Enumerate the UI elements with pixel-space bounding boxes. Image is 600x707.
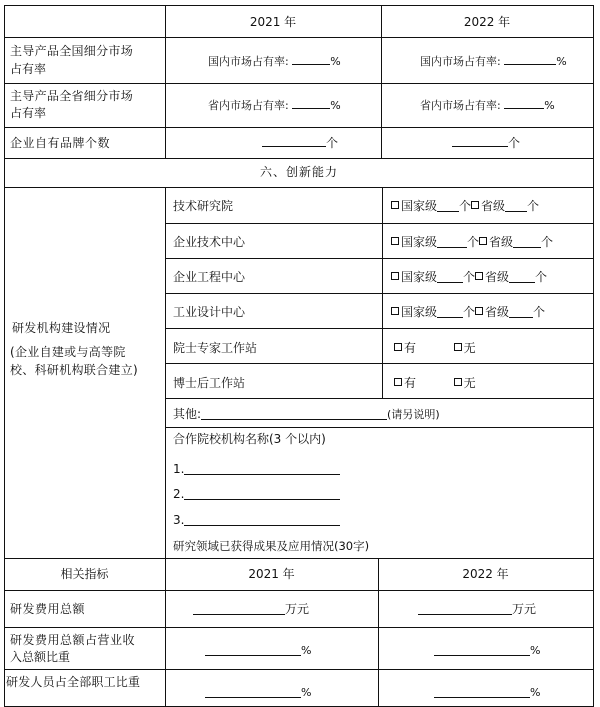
brands-2021[interactable]: 个 [262, 135, 338, 151]
provincial-share-2021-blank[interactable] [292, 97, 330, 109]
rd-item-name-2: 企业工程中心 [173, 270, 246, 284]
row-label-national-share-2: 占有率 [10, 62, 47, 76]
partner-input-3[interactable] [184, 512, 340, 526]
brands-2022[interactable]: 个 [452, 135, 520, 151]
provincial-count-blank[interactable] [509, 304, 533, 318]
other-input-blank[interactable] [201, 406, 387, 420]
yes-checkbox[interactable] [394, 343, 402, 351]
staff-ratio-2021-blank[interactable] [205, 684, 301, 698]
rd-ratio-label-2: 入总额比重 [10, 650, 71, 664]
partner-line-1: 1. [173, 461, 340, 477]
no-checkbox[interactable] [454, 343, 462, 351]
rd-total-2021-blank[interactable] [193, 601, 285, 615]
national-checkbox[interactable] [391, 201, 399, 209]
header-year-2021: 2021 年 [249, 15, 297, 29]
rd-ratio-2021-blank[interactable] [205, 642, 301, 656]
national-count-blank[interactable] [437, 198, 459, 212]
national-count-blank[interactable] [437, 304, 463, 318]
rd-item-options-2: 国家级 个 省级 个 [391, 269, 547, 285]
indicators-header-2022: 2022 年 [462, 567, 509, 581]
rd-item-options-0: 国家级 个 省级 个 [391, 198, 539, 214]
national-share-2021-blank[interactable] [292, 53, 330, 65]
research-note: 研究领域已获得成果及应用情况(30字) [173, 539, 370, 553]
staff-ratio-2021: % [205, 684, 311, 701]
provincial-count-blank[interactable] [509, 269, 535, 283]
partners-title: 合作院校机构名称(3 个以内) [173, 432, 326, 446]
national-checkbox[interactable] [391, 272, 399, 280]
partner-line-3: 3. [173, 512, 340, 528]
national-share-2022[interactable]: 国内市场占有率: % [420, 55, 567, 68]
rd-ratio-2021: % [205, 642, 311, 659]
row-label-brands: 企业自有品牌个数 [10, 136, 111, 150]
rd-label-line3: 校、科研机构联合建立) [10, 363, 138, 377]
partner-input-1[interactable] [184, 461, 340, 475]
provincial-share-2022-blank[interactable] [504, 97, 544, 109]
rd-label-line1: 研发机构建设情况 [12, 321, 111, 335]
national-share-2022-blank[interactable] [504, 53, 556, 65]
national-count-blank[interactable] [437, 269, 463, 283]
national-checkbox[interactable] [391, 237, 399, 245]
partner-input-2[interactable] [184, 486, 340, 500]
yesno-item-name-1: 博士后工作站 [173, 376, 246, 390]
header-year-2022: 2022 年 [463, 15, 511, 29]
rd-item-name-0: 技术研究院 [173, 199, 234, 213]
rd-total-label: 研发费用总额 [10, 602, 86, 616]
section-title: 六、创新能力 [259, 165, 338, 179]
indicators-header-label: 相关指标 [60, 567, 109, 581]
yesno-options-1: 有 无 [394, 375, 476, 391]
row-label-national-share-1: 主导产品全国细分市场 [10, 44, 134, 58]
provincial-share-2021[interactable]: 省内市场占有率: % [208, 99, 341, 112]
indicators-header-2021: 2021 年 [248, 567, 295, 581]
brands-2022-blank[interactable] [452, 135, 508, 147]
provincial-count-blank[interactable] [505, 198, 527, 212]
partner-line-2: 2. [173, 486, 340, 502]
rd-ratio-2022: % [434, 642, 540, 659]
rd-total-2022: 万元 [418, 601, 536, 617]
row-label-provincial-share-1: 主导产品全省细分市场 [10, 89, 134, 103]
rd-total-2022-blank[interactable] [418, 601, 512, 615]
provincial-checkbox[interactable] [479, 237, 487, 245]
rd-item-options-1: 国家级 个 省级 个 [391, 234, 553, 250]
national-share-2021[interactable]: 国内市场占有率: % [208, 55, 341, 68]
national-checkbox[interactable] [391, 307, 399, 315]
staff-ratio-2022: % [434, 684, 540, 701]
rd-label-line2: (企业自建或与高等院 [10, 345, 126, 359]
yes-checkbox[interactable] [394, 378, 402, 386]
provincial-count-blank[interactable] [513, 234, 541, 248]
rd-item-name-3: 工业设计中心 [173, 305, 246, 319]
provincial-checkbox[interactable] [471, 201, 479, 209]
rd-ratio-label-1: 研发费用总额占营业收 [10, 633, 136, 647]
national-count-blank[interactable] [437, 234, 467, 248]
rd-total-2021: 万元 [193, 601, 309, 617]
provincial-share-2022[interactable]: 省内市场占有率: % [420, 99, 555, 112]
rd-ratio-2022-blank[interactable] [434, 642, 530, 656]
staff-ratio-2022-blank[interactable] [434, 684, 530, 698]
no-checkbox[interactable] [454, 378, 462, 386]
yesno-item-name-0: 院士专家工作站 [173, 341, 258, 355]
yesno-options-0: 有 无 [394, 340, 476, 356]
rd-item-name-1: 企业技术中心 [173, 235, 246, 249]
provincial-checkbox[interactable] [475, 307, 483, 315]
brands-2021-blank[interactable] [262, 135, 326, 147]
provincial-checkbox[interactable] [475, 272, 483, 280]
row-label-provincial-share-2: 占有率 [10, 106, 47, 120]
other-row: 其他: (请另说明) [173, 407, 440, 421]
rd-item-options-3: 国家级 个 省级 个 [391, 304, 545, 320]
staff-ratio-label: 研发人员占全部职工比重 [6, 675, 141, 689]
